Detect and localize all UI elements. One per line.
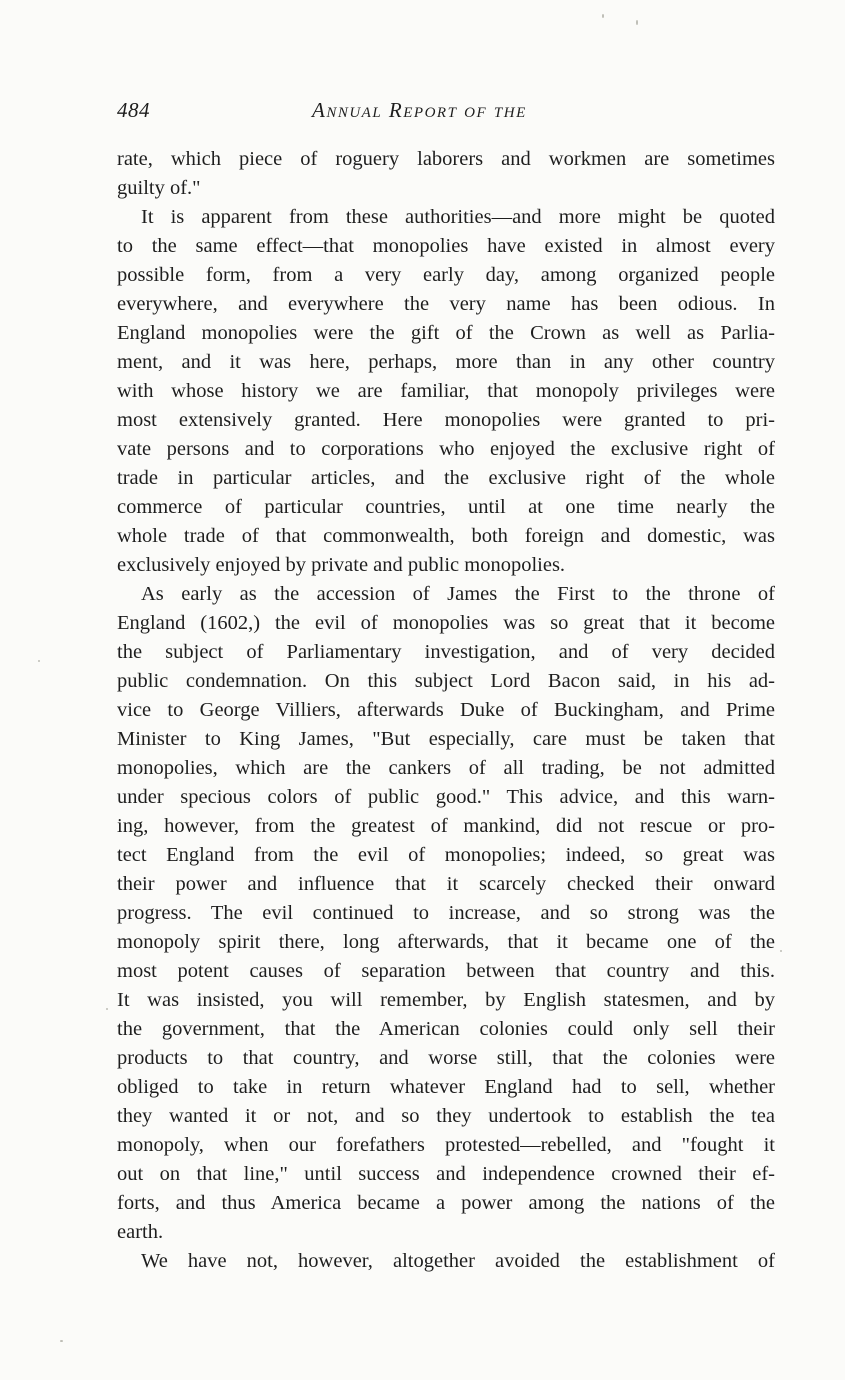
paper-speck bbox=[602, 14, 604, 18]
text-line: England (1602,) the evil of monopolies was so great that it become bbox=[117, 612, 775, 634]
text-line: they wanted it or not, and so they undertook to establish the tea bbox=[117, 1105, 775, 1127]
text-line: products to that country, and worse still, that the colonies were bbox=[117, 1047, 775, 1069]
text-line: tect England from the evil of monopolies; indeed, so great was bbox=[117, 844, 775, 866]
text-line: possible form, from a very early day, among organized people bbox=[117, 264, 775, 286]
body-text bbox=[117, 145, 775, 1276]
paper-speck bbox=[106, 1008, 108, 1010]
text-line: We have not, however, altogether avoided the establishment of bbox=[141, 1250, 775, 1272]
text-line: everywhere, and everywhere the very name has been odious. In bbox=[117, 293, 775, 315]
text-line: guilty of." bbox=[117, 177, 201, 199]
text-line: under specious colors of public good." This advice, and this warn- bbox=[117, 786, 775, 808]
text-line: most extensively granted. Here monopolies were granted to pri- bbox=[117, 409, 775, 431]
text-line: monopolies, which are the cankers of all trading, be not admitted bbox=[117, 757, 775, 779]
text-line: England monopolies were the gift of the Crown as well as Parlia- bbox=[117, 322, 775, 344]
text-line: ment, and it was here, perhaps, more than in any other country bbox=[117, 351, 775, 373]
text-line: with whose history we are familiar, that monopoly privileges were bbox=[117, 380, 775, 402]
text-line: rate, which piece of roguery laborers and workmen are sometimes bbox=[117, 148, 775, 170]
text-line: public condemnation. On this subject Lord Bacon said, in his ad- bbox=[117, 670, 775, 692]
text-line: trade in particular articles, and the exclusive right of the whole bbox=[117, 467, 775, 489]
text-line: progress. The evil continued to increase, and so strong was the bbox=[117, 902, 775, 924]
text-line: the subject of Parliamentary investigation, and of very decided bbox=[117, 641, 775, 663]
paper-speck bbox=[636, 20, 638, 25]
text-line: obliged to take in return whatever England had to sell, whether bbox=[117, 1076, 775, 1098]
text-line: forts, and thus America became a power among the nations of the bbox=[117, 1192, 775, 1214]
text-line: As early as the accession of James the First to the throne of bbox=[141, 583, 775, 605]
paper-speck bbox=[780, 950, 782, 952]
text-line: vice to George Villiers, afterwards Duke of Buckingham, and Prime bbox=[117, 699, 775, 721]
page-number: 484 bbox=[117, 98, 150, 122]
text-line: the government, that the American colonies could only sell their bbox=[117, 1018, 775, 1040]
text-line: vate persons and to corporations who enjoyed the exclusive right of bbox=[117, 438, 775, 460]
text-line: their power and influence that it scarcely checked their onward bbox=[117, 873, 775, 895]
text-line: whole trade of that commonwealth, both foreign and domestic, was bbox=[117, 525, 775, 547]
text-line: commerce of particular countries, until at one time nearly the bbox=[117, 496, 775, 518]
text-line: exclusively enjoyed by private and public monopolies. bbox=[117, 554, 566, 576]
text-line: monopoly spirit there, long afterwards, that it became one of the bbox=[117, 931, 775, 953]
text-line: It was insisted, you will remember, by English statesmen, and by bbox=[117, 989, 775, 1011]
text-line: to the same effect—that monopolies have existed in almost every bbox=[117, 235, 775, 257]
text-line: ing, however, from the greatest of mankind, did not rescue or pro- bbox=[117, 815, 775, 837]
text-line: Minister to King James, "But especially, care must be taken that bbox=[117, 728, 775, 750]
text-line: most potent causes of separation between that country and this. bbox=[117, 960, 775, 982]
running-title: Annual Report of the bbox=[312, 98, 527, 122]
paper-speck bbox=[38, 660, 40, 662]
text-line: out on that line," until success and independence crowned their ef- bbox=[117, 1163, 775, 1185]
text-line: It is apparent from these authorities—and more might be quoted bbox=[141, 206, 775, 228]
text-line: earth. bbox=[117, 1221, 164, 1243]
running-header bbox=[117, 98, 775, 128]
text-line: monopoly, when our forefathers protested—rebelled, and "fought it bbox=[117, 1134, 775, 1156]
paper-speck bbox=[60, 1340, 63, 1342]
